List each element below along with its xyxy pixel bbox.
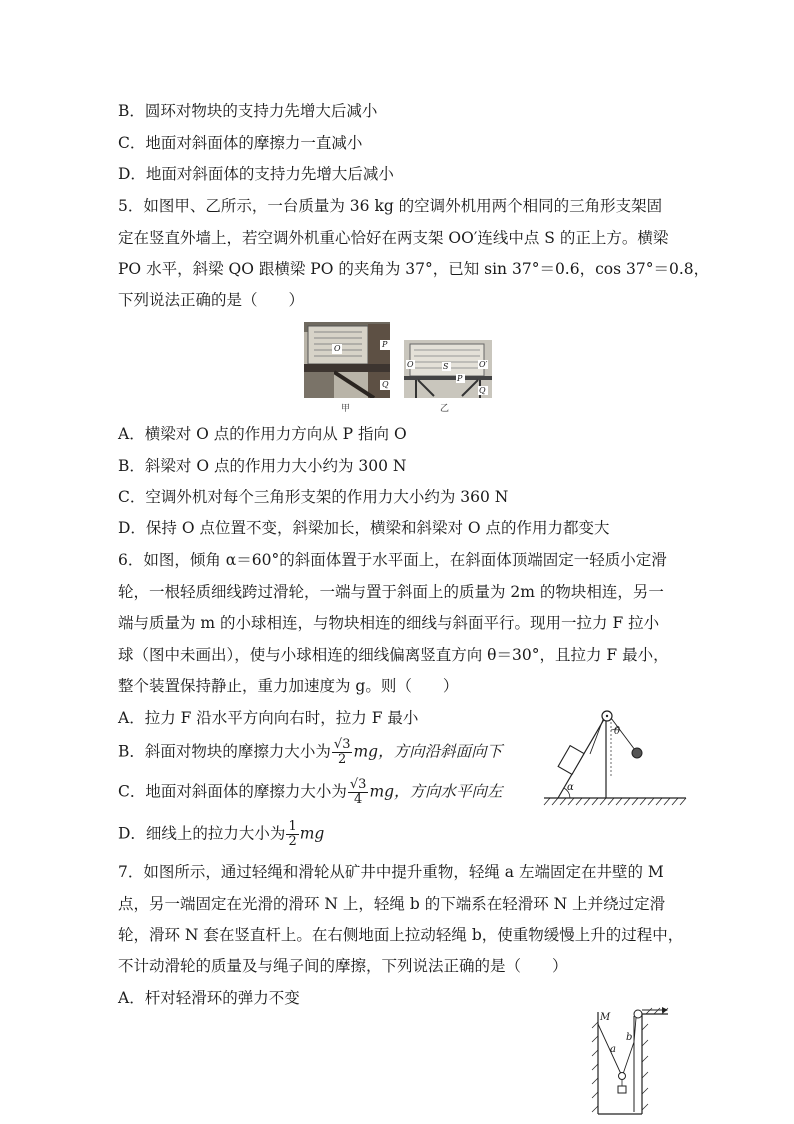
q7-stem-line1: 7．如图所示，通过轻绳和滑轮从矿井中提升重物，轻绳 a 左端固定在井壁的 M <box>118 863 664 881</box>
photo-jia-label-p: P <box>382 340 388 349</box>
q7-figure-a: a <box>610 1044 616 1055</box>
q7-mine-figure <box>586 1002 670 1120</box>
q6-option-c-fraction <box>348 778 369 807</box>
q5-option-c: C．空调外机对每个三角形支架的作用力大小约为 360 N <box>118 488 509 506</box>
fraction-denominator: 2 <box>338 752 347 767</box>
q5-stem-line1: 5．如图甲、乙所示，一台质量为 36 kg 的空调外机用两个相同的三角形支架固 <box>118 197 663 215</box>
q7-stem-line3: 轮，滑环 N 套在竖直杆上。在右侧地面上拉动轻绳 b，使重物缓慢上升的过程中， <box>118 926 684 944</box>
fraction-denominator: 4 <box>354 792 363 807</box>
q6-stem-line1: 6．如图，倾角 α＝60°的斜面体置于水平面上，在斜面体顶端固定一轻质小定滑 <box>118 551 667 569</box>
q5-option-b: B．斜梁对 O 点的作用力大小约为 300 N <box>118 457 407 475</box>
fraction-numerator: √3 <box>349 777 367 792</box>
q5-option-a: A．横梁对 O 点的作用力方向从 P 指向 O <box>118 425 407 443</box>
q5-photo-jia <box>304 322 390 398</box>
q6-option-c <box>118 778 503 807</box>
q6-stem-line4: 球（图中未画出），使与小球相连的细线偏离竖直方向 θ＝30°，且拉力 F 最小， <box>118 646 669 664</box>
fraction-numerator: √3 <box>333 737 351 752</box>
q7-stem-line4: 不计动滑轮的质量及与绳子间的摩擦，下列说法正确的是（ ） <box>118 957 568 975</box>
q6-option-d <box>118 820 324 849</box>
q6-option-c-pre: C．地面对斜面体的摩擦力大小为 <box>118 782 347 801</box>
q5-photo-yi <box>404 340 492 398</box>
q6-incline-figure <box>540 706 690 806</box>
q6-option-c-post: mg，方向水平向左 <box>369 782 503 801</box>
q6-figure-alpha: α <box>567 782 574 793</box>
photo-yi-label-s: S <box>443 362 449 371</box>
q6-option-b-post: mg，方向沿斜面向下 <box>353 742 503 761</box>
photo-yi-label-p: P <box>457 374 463 383</box>
q7-figure-b: b <box>626 1032 633 1043</box>
photo-jia-label-q: Q <box>382 380 389 389</box>
q6-option-a: A．拉力 F 沿水平方向向右时，拉力 F 最小 <box>118 709 419 727</box>
photo-yi-label-o: O <box>407 360 414 369</box>
q6-stem-line3: 端与质量为 m 的小球相连，与物块相连的细线与斜面平行。现用一拉力 F 拉小 <box>118 614 660 632</box>
photo-yi-label-q: Q <box>479 386 486 395</box>
fraction-numerator: 1 <box>288 819 297 834</box>
q5-stem-line4: 下列说法正确的是（ ） <box>118 291 305 309</box>
q6-option-b-fraction <box>332 738 353 767</box>
q5-option-d: D．保持 O 点位置不变，斜梁加长，横梁和斜梁对 O 点的作用力都变大 <box>118 519 610 537</box>
q7-stem-line2: 点，另一端固定在光滑的滑环 N 上，轻绳 b 的下端系在轻滑环 N 上并绕过定滑 <box>118 895 666 913</box>
q7-option-a: A．杆对轻滑环的弹力不变 <box>118 989 300 1007</box>
q5-stem-line2: 定在竖直外墙上，若空调外机重心恰好在两支架 OO′连线中点 S 的正上方。横梁 <box>118 229 669 247</box>
photo-yi-label-o-prime: O′ <box>479 360 488 369</box>
q6-stem-line2: 轮，一根轻质细线跨过滑轮，一端与置于斜面上的质量为 2m 的物块相连，另一 <box>118 583 664 601</box>
q5-stem-line3: PO 水平，斜梁 QO 跟横梁 PO 的夹角为 37°，已知 sin 37°＝0.6，cos 37°＝0.8， <box>118 260 710 278</box>
q6-stem-line5: 整个装置保持静止，重力加速度为 g。则（ ） <box>118 677 459 695</box>
fraction-denominator: 2 <box>288 834 297 849</box>
photo-jia-label-o: O <box>334 344 341 353</box>
q6-option-d-fraction <box>286 820 298 849</box>
q6-option-b-pre: B．斜面对物块的摩擦力大小为 <box>118 742 331 761</box>
q5-caption-yi: 乙 <box>440 404 450 414</box>
q6-option-b <box>118 738 502 767</box>
q4-option-b: B．圆环对物块的支持力先增大后减小 <box>118 102 378 120</box>
q4-option-c: C．地面对斜面体的摩擦力一直减小 <box>118 134 363 152</box>
q6-option-d-post: mg <box>299 824 325 843</box>
q5-caption-jia: 甲 <box>341 404 351 414</box>
q4-option-d: D．地面对斜面体的支持力先增大后减小 <box>118 165 394 183</box>
q7-figure-m: M <box>600 1012 611 1023</box>
q6-figure-theta: θ <box>614 726 621 737</box>
q6-option-d-pre: D．细线上的拉力大小为 <box>118 824 286 843</box>
